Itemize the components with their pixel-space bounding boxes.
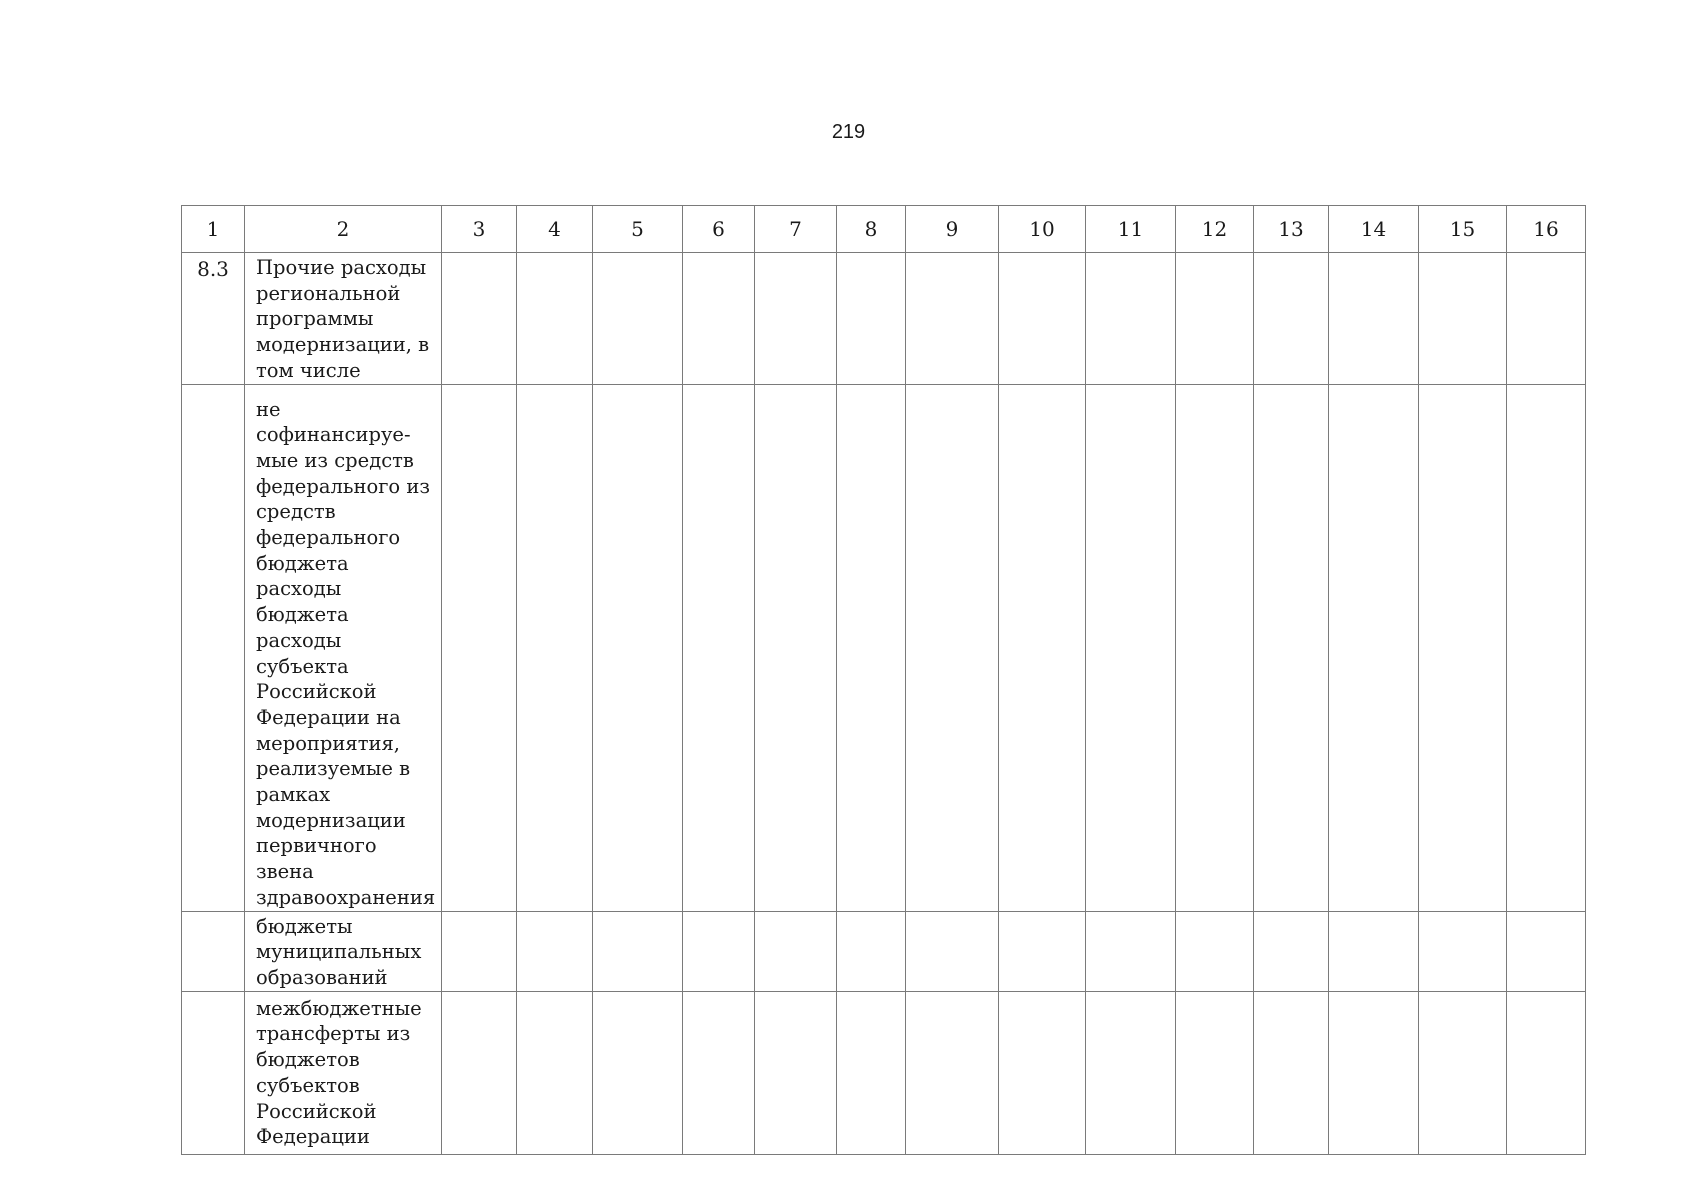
column-header: 12 bbox=[1176, 206, 1254, 253]
empty-cell bbox=[755, 253, 837, 385]
table-row bbox=[182, 253, 1586, 385]
column-header: 7 bbox=[755, 206, 837, 253]
empty-cell bbox=[1419, 911, 1507, 991]
column-header: 11 bbox=[1086, 206, 1176, 253]
column-header: 8 bbox=[837, 206, 906, 253]
empty-cell bbox=[999, 911, 1086, 991]
empty-cell bbox=[1254, 253, 1329, 385]
column-header: 4 bbox=[517, 206, 593, 253]
budget-table bbox=[181, 205, 1586, 1155]
table-row bbox=[182, 384, 1586, 911]
empty-cell bbox=[442, 253, 517, 385]
empty-cell bbox=[1176, 911, 1254, 991]
empty-cell bbox=[837, 253, 906, 385]
column-header: 15 bbox=[1419, 206, 1507, 253]
column-header: 6 bbox=[683, 206, 755, 253]
empty-cell bbox=[442, 384, 517, 911]
empty-cell bbox=[517, 911, 593, 991]
row-label-cell: Прочие расходы региональной программы модернизации, в том числе bbox=[245, 253, 442, 385]
row-number-cell bbox=[182, 991, 245, 1154]
empty-cell bbox=[1086, 911, 1176, 991]
column-header: 1 bbox=[182, 206, 245, 253]
empty-cell bbox=[1419, 991, 1507, 1154]
empty-cell bbox=[1176, 253, 1254, 385]
empty-cell bbox=[593, 911, 683, 991]
empty-cell bbox=[683, 384, 755, 911]
empty-cell bbox=[837, 991, 906, 1154]
table-row bbox=[182, 911, 1586, 991]
empty-cell bbox=[1086, 991, 1176, 1154]
empty-cell bbox=[999, 253, 1086, 385]
empty-cell bbox=[999, 991, 1086, 1154]
empty-cell bbox=[906, 384, 999, 911]
empty-cell bbox=[1254, 384, 1329, 911]
empty-cell bbox=[517, 253, 593, 385]
column-header: 16 bbox=[1507, 206, 1586, 253]
row-number-cell bbox=[182, 911, 245, 991]
column-header: 9 bbox=[906, 206, 999, 253]
empty-cell bbox=[1086, 384, 1176, 911]
header-row bbox=[182, 206, 1586, 253]
row-number-cell: 8.3 bbox=[182, 253, 245, 385]
empty-cell bbox=[1086, 253, 1176, 385]
column-header: 5 bbox=[593, 206, 683, 253]
empty-cell bbox=[906, 991, 999, 1154]
empty-cell bbox=[1507, 384, 1586, 911]
table-row bbox=[182, 991, 1586, 1154]
column-header: 3 bbox=[442, 206, 517, 253]
empty-cell bbox=[1329, 991, 1419, 1154]
empty-cell bbox=[1419, 384, 1507, 911]
empty-cell bbox=[1176, 991, 1254, 1154]
row-label-cell: межбюджетные трансферты из бюджетов субъектов Российской Федерации bbox=[245, 991, 442, 1154]
empty-cell bbox=[593, 253, 683, 385]
empty-cell bbox=[755, 991, 837, 1154]
empty-cell bbox=[1507, 253, 1586, 385]
row-label-cell: не софинансируе- мые из средств федерального из средств федерального бюджета расходы бюджета расходы субъекта Российской Федерации на мероприятия, реализуемые в рамках модернизации первичного звена здравоохранения bbox=[245, 384, 442, 911]
empty-cell bbox=[683, 911, 755, 991]
empty-cell bbox=[442, 991, 517, 1154]
column-header: 10 bbox=[999, 206, 1086, 253]
empty-cell bbox=[906, 911, 999, 991]
empty-cell bbox=[1254, 991, 1329, 1154]
empty-cell bbox=[755, 384, 837, 911]
empty-cell bbox=[999, 384, 1086, 911]
empty-cell bbox=[442, 911, 517, 991]
empty-cell bbox=[593, 384, 683, 911]
empty-cell bbox=[837, 911, 906, 991]
empty-cell bbox=[593, 991, 683, 1154]
column-header: 2 bbox=[245, 206, 442, 253]
empty-cell bbox=[1419, 253, 1507, 385]
empty-cell bbox=[906, 253, 999, 385]
row-label-cell: бюджеты муниципальных образований bbox=[245, 911, 442, 991]
empty-cell bbox=[517, 384, 593, 911]
empty-cell bbox=[1329, 384, 1419, 911]
empty-cell bbox=[1329, 253, 1419, 385]
empty-cell bbox=[1507, 991, 1586, 1154]
empty-cell bbox=[683, 991, 755, 1154]
row-number-cell bbox=[182, 384, 245, 911]
empty-cell bbox=[1254, 911, 1329, 991]
empty-cell bbox=[683, 253, 755, 385]
page-number: 219 bbox=[831, 121, 866, 143]
empty-cell bbox=[837, 384, 906, 911]
empty-cell bbox=[1176, 384, 1254, 911]
empty-cell bbox=[1329, 911, 1419, 991]
column-header: 14 bbox=[1329, 206, 1419, 253]
empty-cell bbox=[1507, 911, 1586, 991]
empty-cell bbox=[517, 991, 593, 1154]
empty-cell bbox=[755, 911, 837, 991]
column-header: 13 bbox=[1254, 206, 1329, 253]
